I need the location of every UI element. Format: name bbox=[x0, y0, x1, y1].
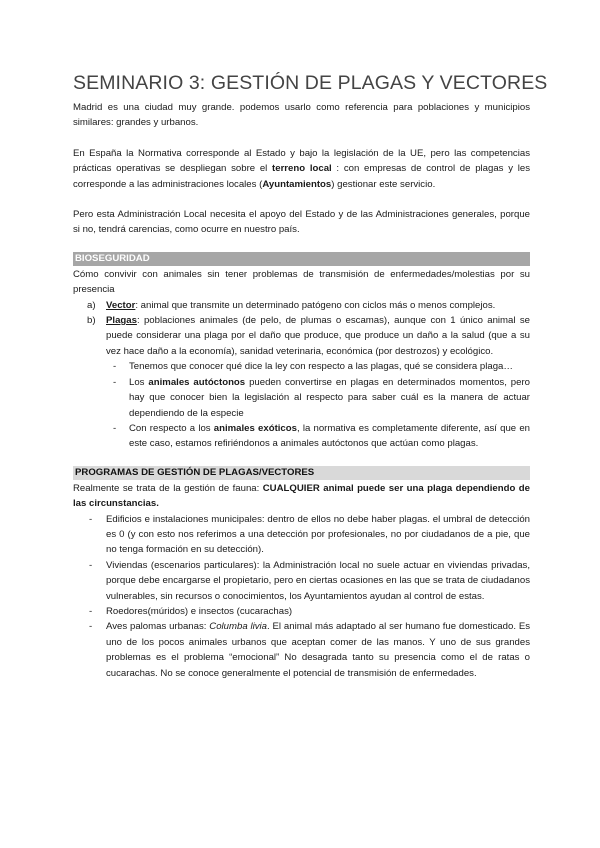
document-page bbox=[73, 72, 548, 681]
section-heading-bioseguridad: BIOSEGURIDAD bbox=[73, 252, 530, 266]
programas-lead: Realmente se trata de la gestión de fauna: CUALQUIER animal puede ser una plaga dependiendo de las circunstancias. bbox=[73, 482, 530, 510]
bioseguridad-definitions bbox=[73, 298, 530, 360]
list-item: b) Plagas: poblaciones animales (de pelo, de plumas o escamas), aunque con 1 único animal se puede considerar una plaga por el daño que produce, que produce un daño a la salud (que a su vez hace daño a la economía), sanidad veterinaria, económica (por destrozos) y ecológico. bbox=[87, 315, 530, 357]
list-item: - Roedores(múridos) e insectos (cucarachas) bbox=[89, 605, 293, 617]
intro-paragraph-1: Madrid es una ciudad muy grande. podemos usarlo como referencia para poblaciones y municipios similares: grandes y urbanos. bbox=[73, 102, 530, 129]
intro-paragraph-2: En España la Normativa corresponde al Estado y bajo la legislación de la UE, pero las competencias prácticas operativas se despliegan sobre el terreno local : con empresas de control de plagas y les corresponde a las administraciones locales (Ayuntamientos) gestionar este servicio. bbox=[73, 147, 530, 190]
list-item: - Aves palomas urbanas: Columba livia. El animal más adaptado al ser humano fue domesticado. Es uno de los pocos animales urbanos que aceptan comer de las manos. Y uno de sus grandes problemas es el problema “emocional” No desagrada tanto su presencia como el de ratas o cucarachas. No se conoce generalmente el potencial de transmisión de enfermedades. bbox=[89, 621, 531, 679]
page-title: SEMINARIO 3: GESTIÓN DE PLAGAS Y VECTORES bbox=[73, 72, 548, 94]
bioseguridad-subpoints bbox=[73, 359, 530, 451]
list-item: - Con respecto a los animales exóticos, la normativa es completamente diferente, así que en este caso, estamos refiriéndonos a animales autóctonos que actúan como plagas. bbox=[113, 422, 530, 450]
list-item: - Tenemos que conocer qué dice la ley con respecto a las plagas, qué se considera plaga… bbox=[113, 361, 513, 373]
section-heading-programas: PROGRAMAS DE GESTIÓN DE PLAGAS/VECTORES bbox=[73, 466, 530, 480]
list-item: - Edificios e instalaciones municipales: dentro de ellos no debe haber plagas. el umbral de detección es 0 (y con esto nos referimos a una detección por profesionales, no por ciudadanos de a pie, que no tenga formación en su detección). bbox=[89, 513, 530, 556]
bioseguridad-lead: Cómo convivir con animales sin tener problemas de transmisión de enfermedades/molestias por su presencia bbox=[73, 268, 530, 296]
list-item: a) Vector: animal que transmite un determinado patógeno con ciclos más o menos complejos. bbox=[87, 299, 496, 311]
list-item: - Los animales autóctonos pueden convertirse en plagas en determinados momentos, pero hay que conocer bien la legislación al respecto para saber cuál es la manera de actuar dependiendo de la especie bbox=[113, 376, 531, 419]
programas-list bbox=[73, 512, 530, 681]
list-item: - Viviendas (escenarios particulares): la Administración local no suele actuar en viviendas privadas, porque debe encargarse el propietario, pero en ciertas ocasiones en las que se trata de ciudadanos vulnerables, sin recursos o conocimientos, los Ayuntamientos ayudan al control de estas. bbox=[89, 559, 531, 602]
intro-paragraph-3: Pero esta Administración Local necesita el apoyo del Estado y de las Administraciones generales, porque si no, tendrá carencias, como ocurre en nuestro país. bbox=[73, 209, 530, 236]
